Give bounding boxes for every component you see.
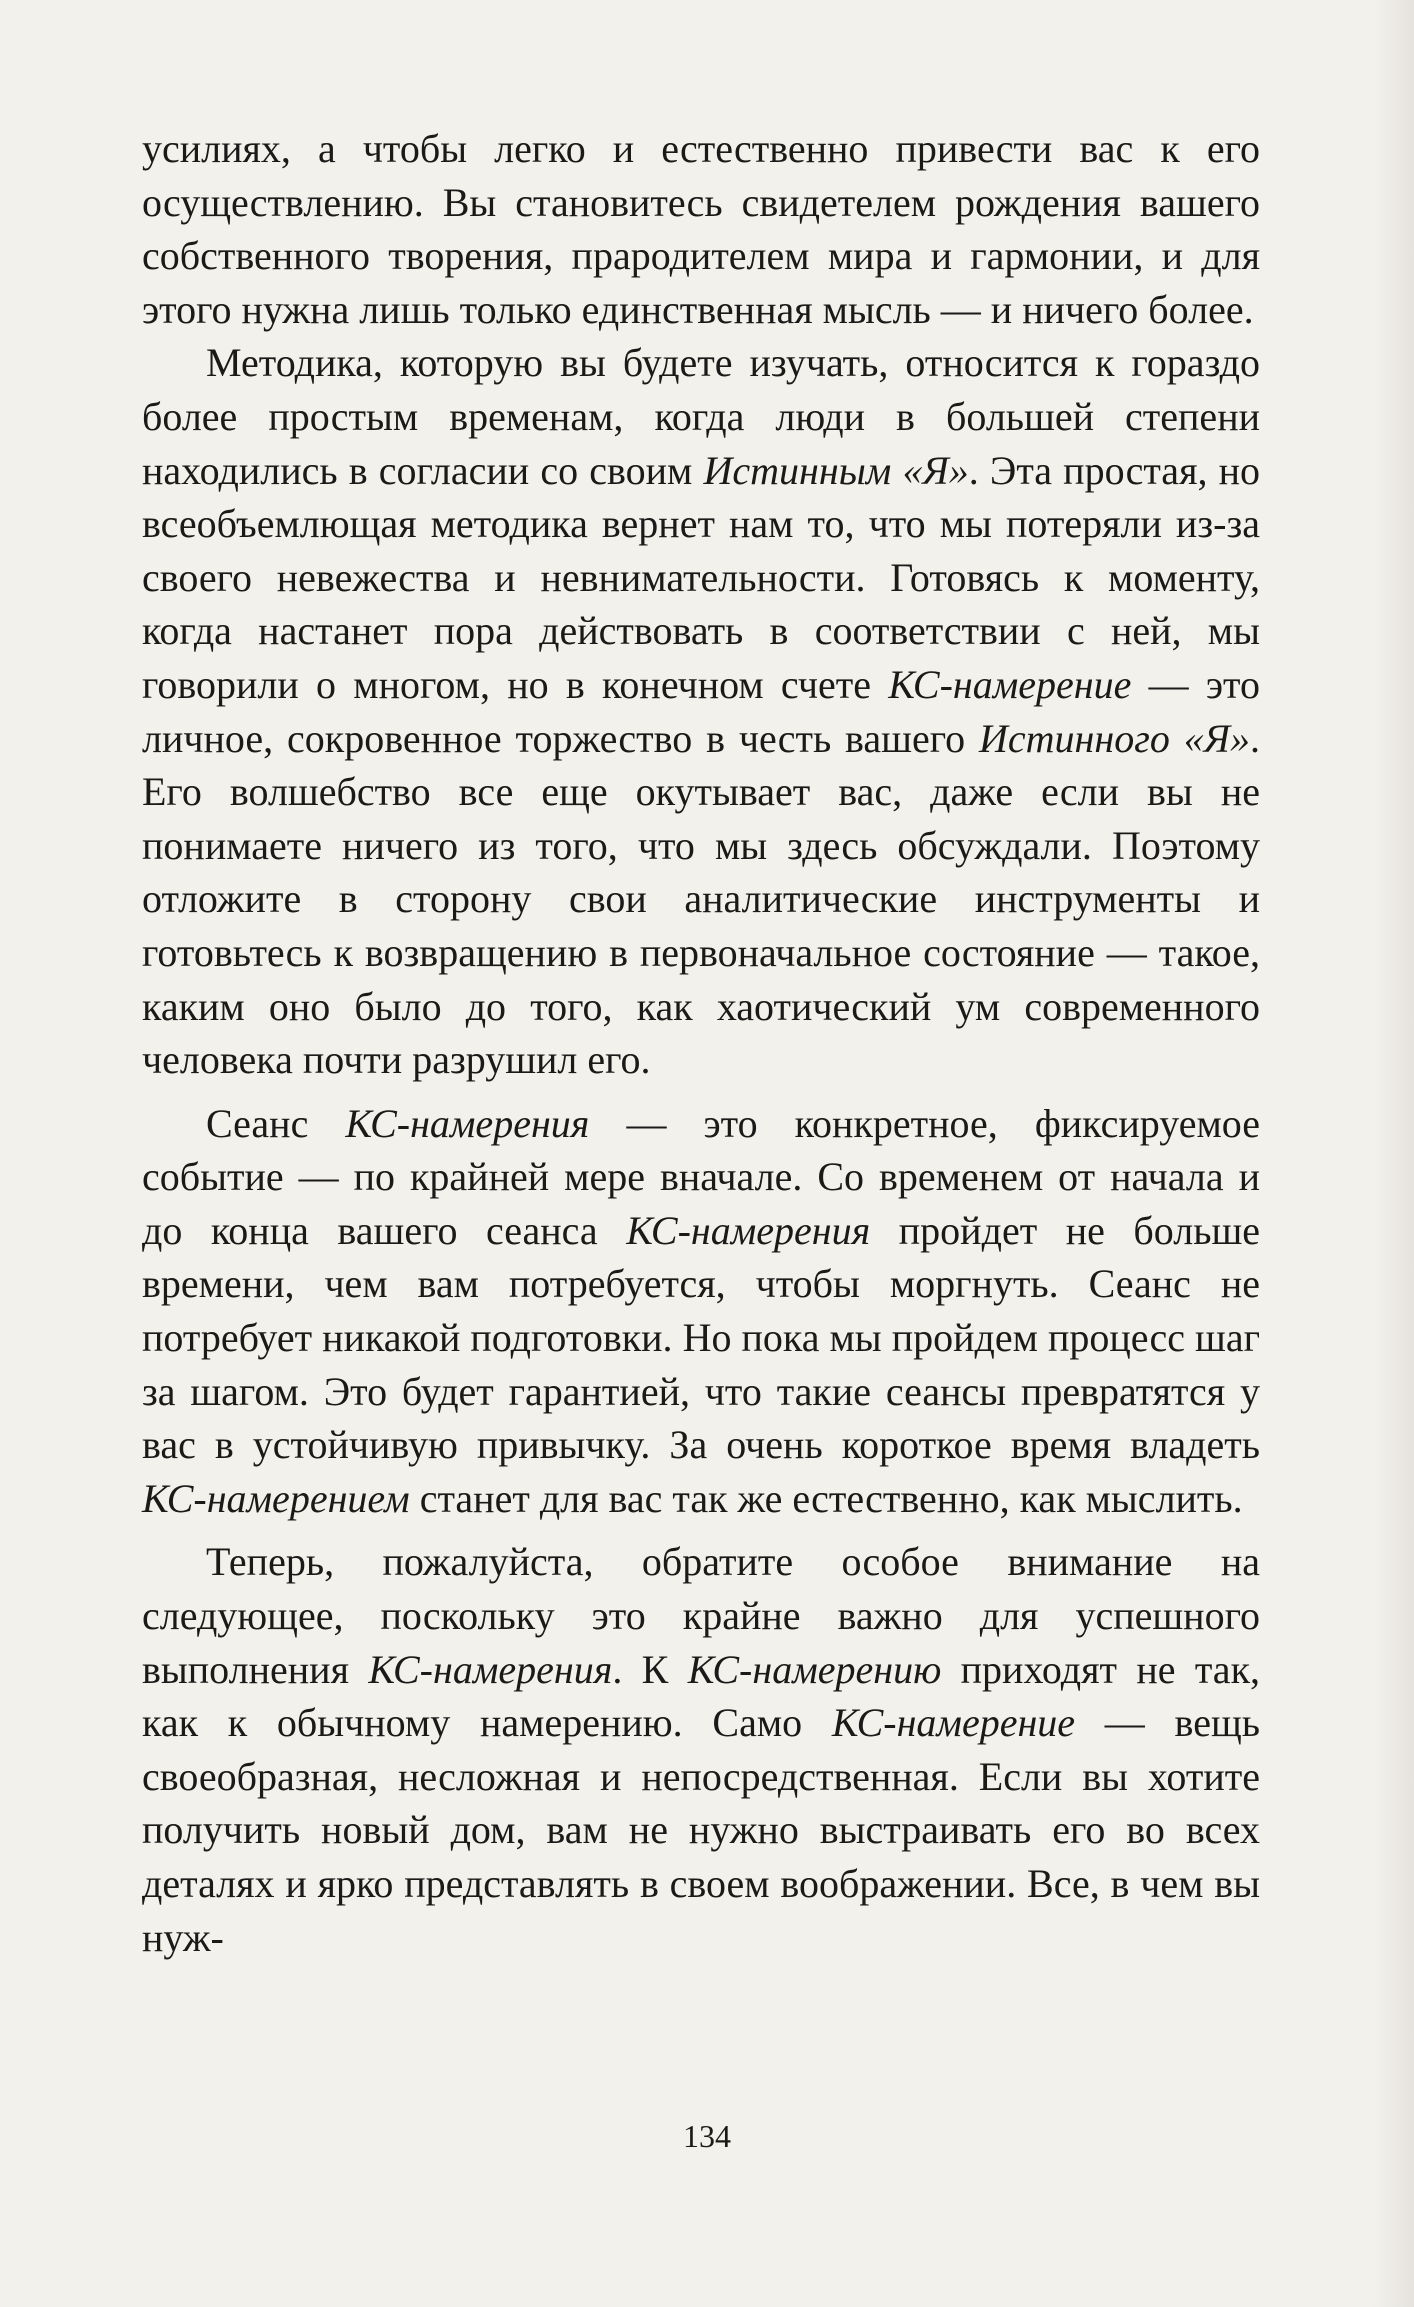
page-number: 134 bbox=[683, 2118, 731, 2154]
emphasized-term: Истинным «Я» bbox=[703, 447, 969, 493]
text-run: . К bbox=[612, 1646, 688, 1692]
emphasized-term: КС-намерение bbox=[831, 1700, 1076, 1746]
emphasized-term: КС-намерения bbox=[626, 1207, 871, 1253]
emphasized-term: КС-намерению bbox=[687, 1646, 942, 1692]
emphasized-term: КС-намерением bbox=[142, 1475, 410, 1521]
paragraph-2 bbox=[142, 336, 1260, 1086]
text-run: Теперь, пожалуйста, обратите особое внимание на следующее, поскольку это крайне важно для успешного выполнения bbox=[142, 1539, 1260, 1692]
paragraph-4 bbox=[142, 1535, 1260, 1964]
emphasized-term: КС-намерение bbox=[888, 661, 1132, 707]
text-run: Сеанс bbox=[206, 1100, 346, 1146]
emphasized-term: КС-намерения bbox=[368, 1646, 613, 1692]
text-run: . Его волшебство все еще окутывает вас, даже если вы не понимаете ничего из того, что мы здесь обсуждали. Поэтому отложите в сторону свои аналитические инструменты и готовьтесь к возвращению в первоначальное состояние — такое, каким оно было до того, как хаотический ум современного человека почти разрушил его. bbox=[142, 715, 1261, 1083]
emphasized-term: КС-намерения bbox=[345, 1100, 590, 1146]
text-run: пройдет не больше времени, чем вам потребуется, чтобы моргнуть. Сеанс не потребует никакой подготовки. Но пока мы пройдем процесс шаг за шагом. Это будет гарантией, что такие сеансы превратятся у вас в устойчивую привычку. За очень короткое время владеть bbox=[142, 1207, 1261, 1468]
text-run: — это личное, сокровенное торжество в честь вашего bbox=[142, 661, 1261, 761]
text-run: — это конкретное, фиксируемое событие — по крайней мере вначале. Со временем от начала и до конца вашего сеанса bbox=[142, 1100, 1260, 1253]
text-run: — вещь своеобразная, несложная и непосредственная. Если вы хотите получить новый дом, вам не нужно выстраивать его во всех деталях и ярко представлять в своем воображении. Все, в чем вы нуж- bbox=[142, 1700, 1260, 1960]
body-text bbox=[142, 122, 1260, 1964]
text-run: . Эта простая, но всеобъемлющая методика вернет нам то, что мы потеряли из-за своего невежества и невнимательности. Готовясь к моменту, когда настанет пора действовать в соответствии с ней, мы говорили о многом, но в конечном счете bbox=[142, 447, 1261, 707]
text-run: приходят не так, как к обычному намерению. Само bbox=[142, 1646, 1260, 1746]
paragraph-3 bbox=[142, 1097, 1260, 1526]
text-run: станет для вас так же естественно, как мыслить. bbox=[409, 1475, 1243, 1521]
text-run: Методика, которую вы будете изучать, относится к гораздо более простым временам, когда люди в большей степени находились в согласии со своим bbox=[142, 340, 1260, 493]
text-run: усилиях, а чтобы легко и естественно привести вас к его осуществлению. Вы становитесь свидетелем рождения вашего собственного творения, прародителем мира и гармонии, и для этого нужна лишь только единственная мысль — и ничего более. bbox=[142, 126, 1260, 332]
paragraph-1 bbox=[142, 122, 1260, 336]
page-edge-shadow bbox=[1374, 0, 1414, 2307]
emphasized-term: Истинного «Я» bbox=[979, 715, 1251, 761]
